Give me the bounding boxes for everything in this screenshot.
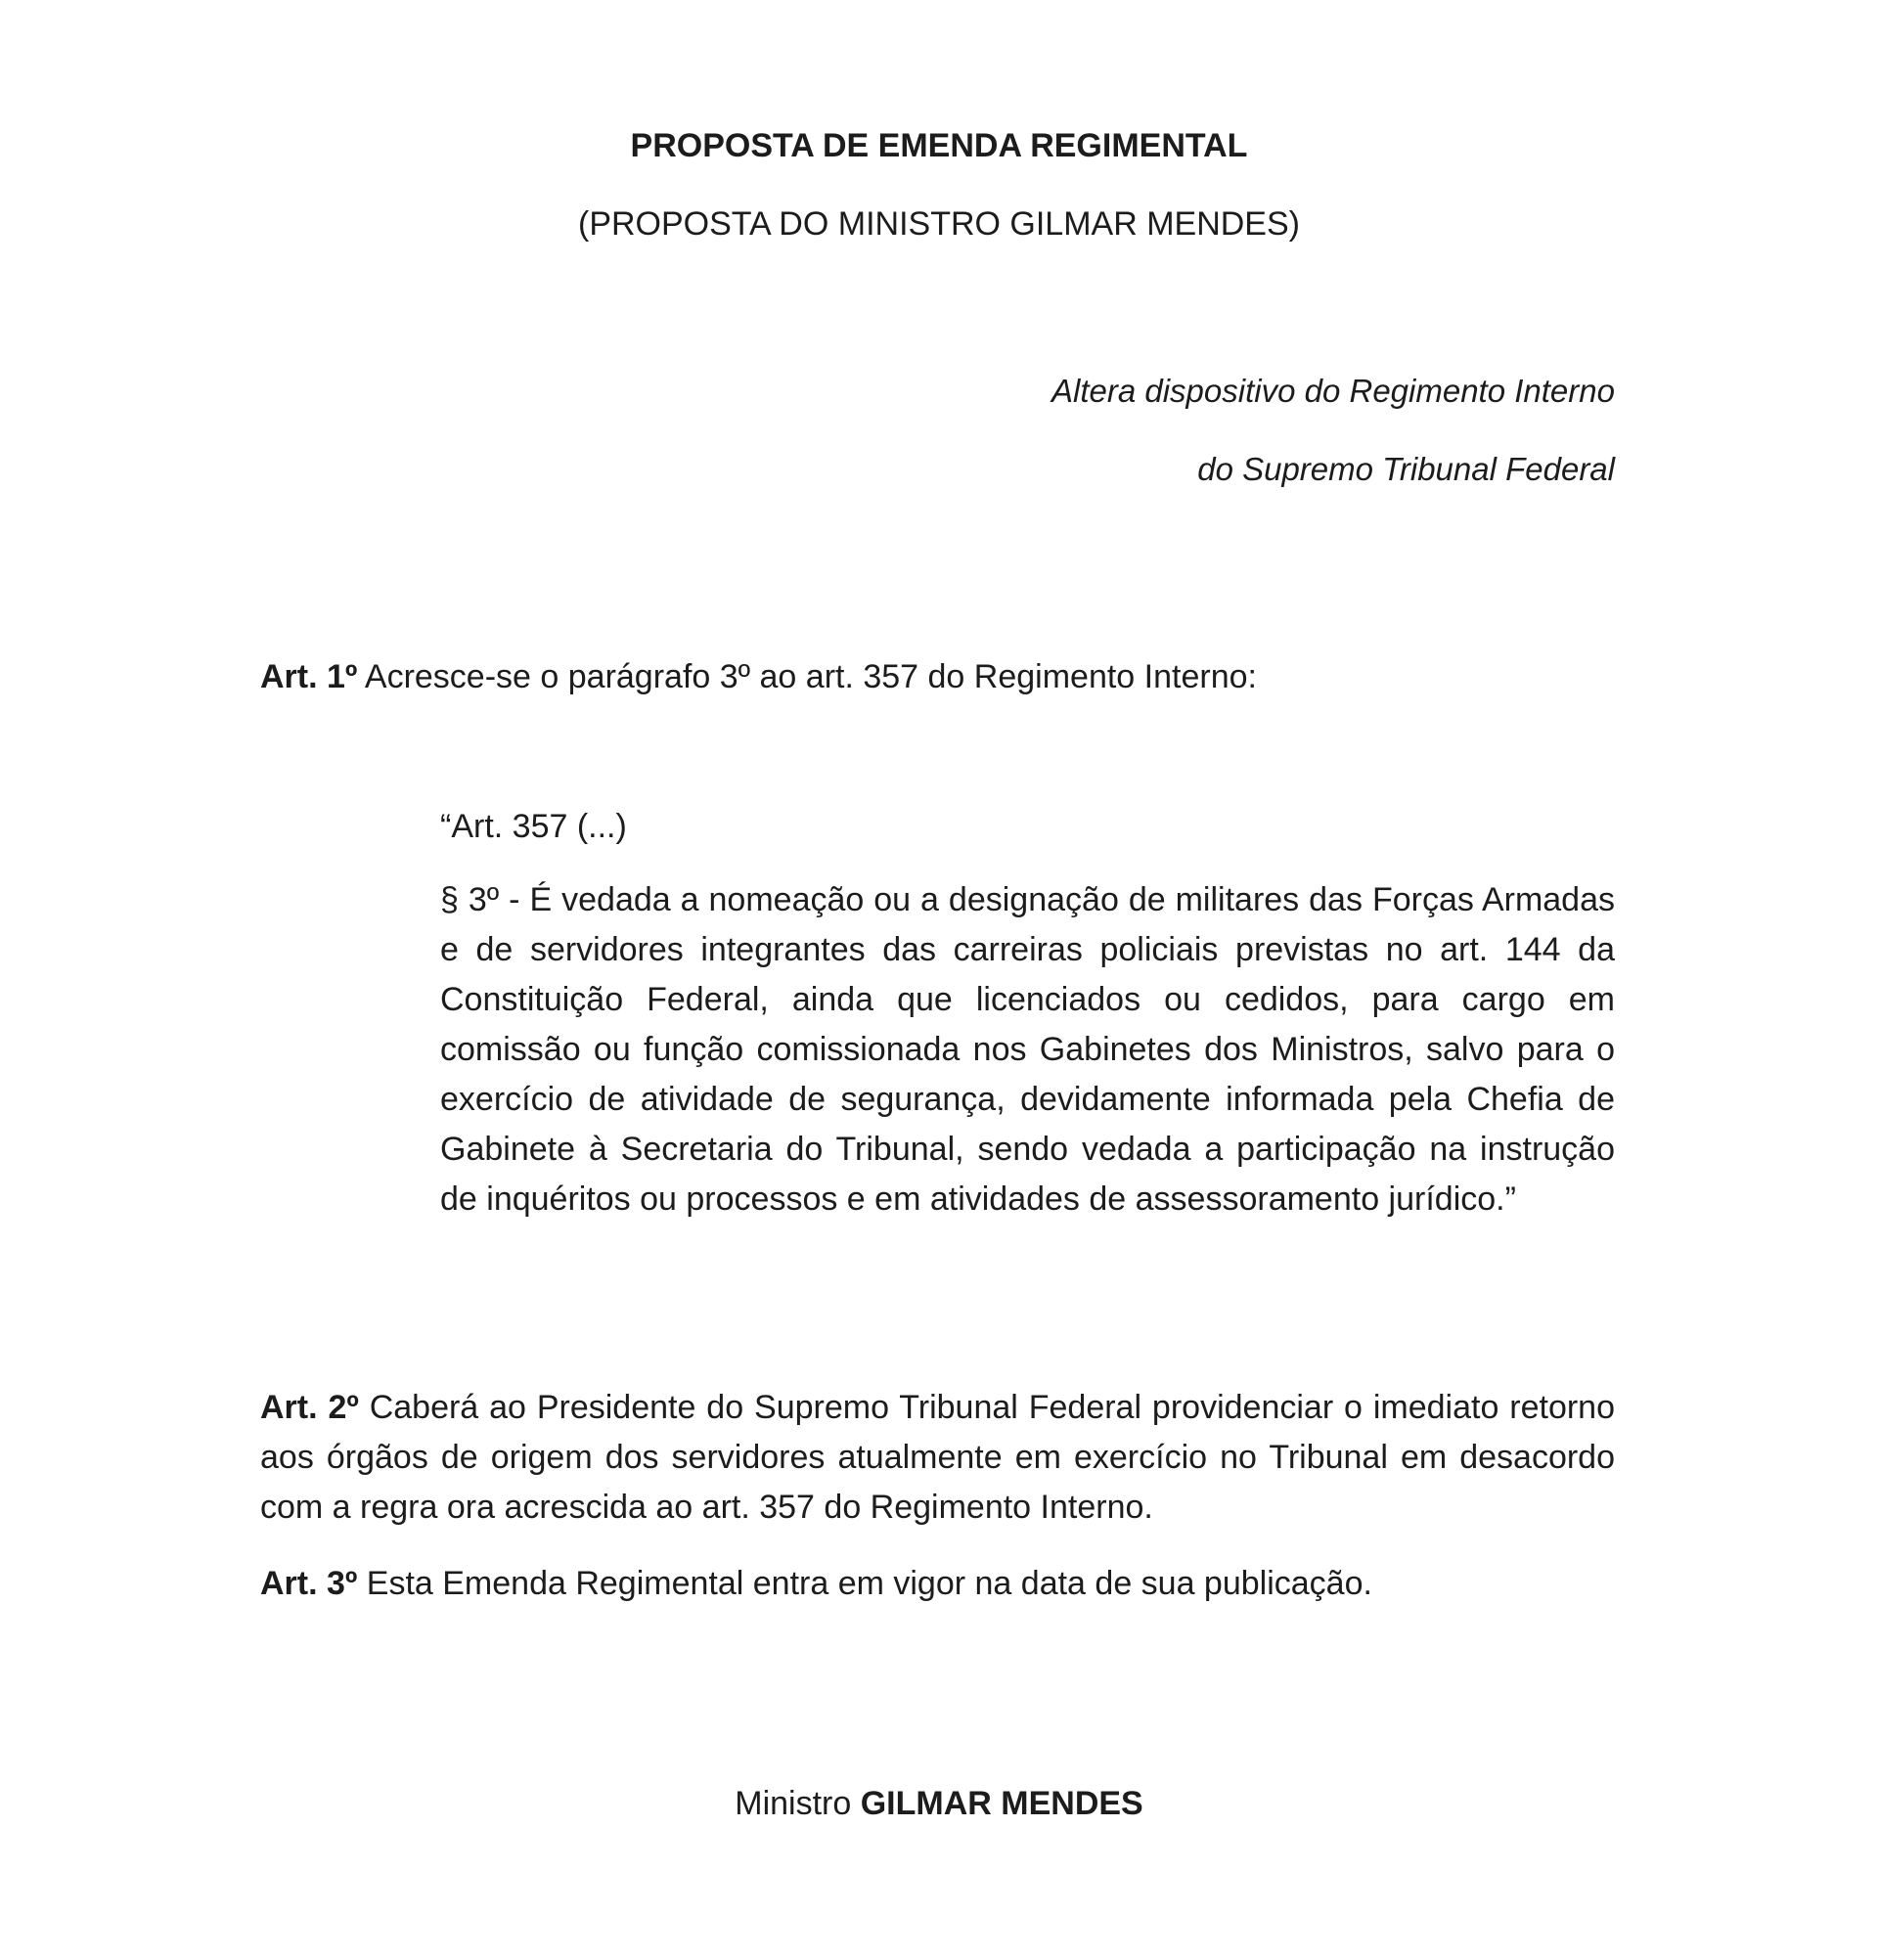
ementa-line-2: do Supremo Tribunal Federal xyxy=(1197,451,1615,487)
article-1 xyxy=(260,652,1615,702)
article-2-label: Art. 2º xyxy=(260,1389,359,1426)
signature-name: GILMAR MENDES xyxy=(860,1785,1143,1822)
article-3-text: Esta Emenda Regimental entra em vigor na data de sua publicação. xyxy=(357,1565,1372,1602)
ementa-line-1: Altera dispositivo do Regimento Interno xyxy=(1051,373,1615,409)
quoted-article-heading: “Art. 357 (...) xyxy=(440,808,627,845)
article-2 xyxy=(260,1383,1615,1533)
document-subtitle: (PROPOSTA DO MINISTRO GILMAR MENDES) xyxy=(578,205,1300,243)
signature xyxy=(0,1785,1878,1823)
ementa xyxy=(735,352,1615,509)
document-title: PROPOSTA DE EMENDA REGIMENTAL xyxy=(630,127,1248,164)
article-2-text: Caberá ao Presidente do Supremo Tribunal Federal providenciar o imediato retorno aos órgãos de origem dos servidores atualmente em exercício no Tribunal em desacordo com a regra ora acrescida ao art. 357 do Regimento Interno. xyxy=(260,1389,1615,1526)
quoted-paragraph-3: § 3º - É vedada a nomeação ou a designação de militares das Forças Armadas e de servidores integrantes das carreiras policiais previstas no art. 144 da Constituição Federal, ainda que licenciados ou cedidos, para cargo em comissão ou função comissionada nos Gabinetes dos Ministros, salvo para o exercício de atividade de segurança, devidamente informada pela Chefia de Gabinete à Secretaria do Tribunal, sendo vedada a participação na instrução de inquéritos ou processos e em atividades de assessoramento jurídico.” xyxy=(440,881,1615,1218)
article-3 xyxy=(260,1559,1615,1609)
article-3-label: Art. 3º xyxy=(260,1565,358,1602)
signature-prefix: Ministro xyxy=(735,1785,861,1822)
article-1-text: Acresce-se o parágrafo 3º ao art. 357 do Regimento Interno: xyxy=(357,658,1257,695)
article-1-label: Art. 1º xyxy=(260,658,358,695)
